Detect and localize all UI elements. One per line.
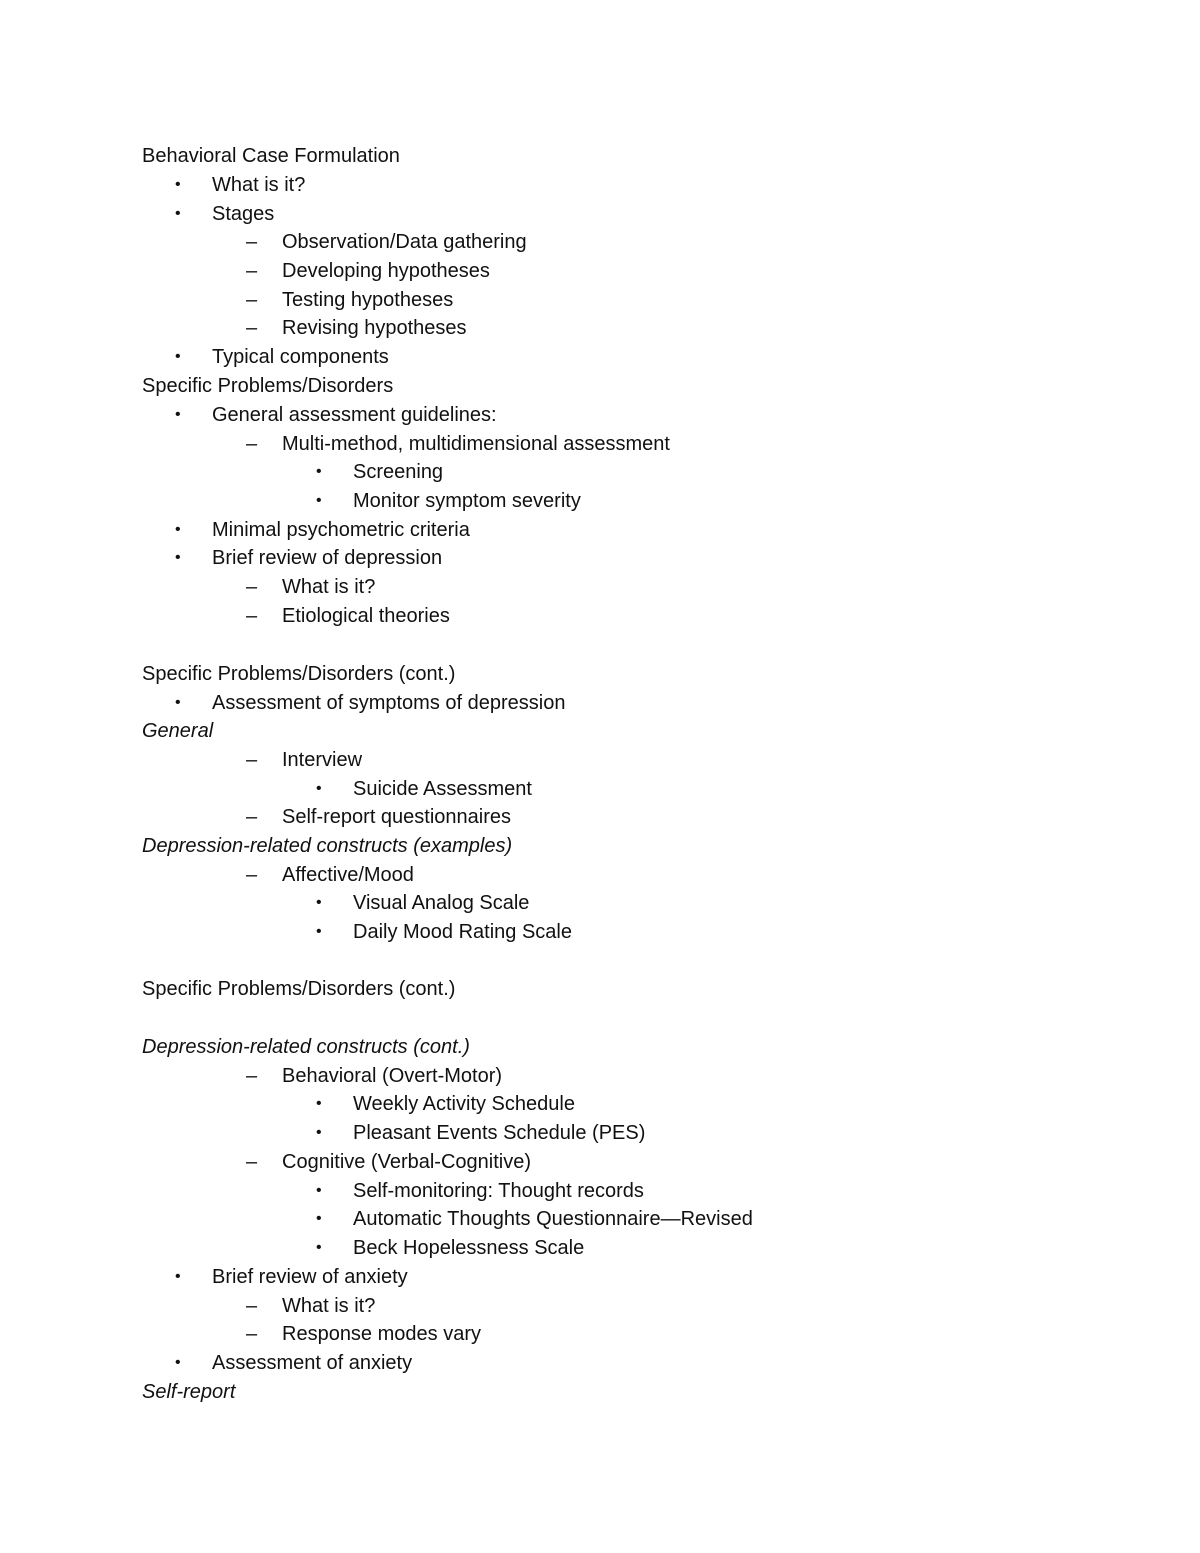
dash-icon: – (246, 260, 258, 282)
bullet-icon: • (175, 1354, 181, 1371)
bullet-icon: • (175, 521, 181, 538)
bullet-icon: • (316, 1210, 322, 1227)
line-text: Suicide Assessment (353, 778, 532, 800)
dash-icon: – (246, 864, 258, 886)
bullet-icon: • (316, 923, 322, 940)
line-text: What is it? (282, 576, 376, 598)
bullet-icon: • (316, 492, 322, 509)
line-text: Testing hypotheses (282, 289, 454, 311)
bullet-icon: • (175, 205, 181, 222)
line-text: General assessment guidelines: (212, 404, 497, 426)
line-text: Multi-method, multidimensional assessment (282, 433, 670, 455)
dash-icon: – (246, 1151, 258, 1173)
line-text: Depression-related constructs (cont.) (142, 1036, 470, 1058)
line-text: Specific Problems/Disorders (cont.) (142, 978, 456, 1000)
line-text: General (142, 720, 214, 742)
bullet-icon: • (316, 1182, 322, 1199)
line-text: Affective/Mood (282, 864, 414, 886)
line-text: Revising hypotheses (282, 317, 467, 339)
line-text: Specific Problems/Disorders (142, 375, 394, 397)
bullet-icon: • (175, 348, 181, 365)
line-text: Assessment of anxiety (212, 1352, 413, 1374)
dash-icon: – (246, 749, 258, 771)
line-text: Beck Hopelessness Scale (353, 1237, 585, 1259)
line-text: Daily Mood Rating Scale (353, 921, 572, 943)
line-text: Automatic Thoughts Questionnaire—Revised (353, 1208, 753, 1230)
line-text: Visual Analog Scale (353, 892, 530, 914)
line-text: Self-report (142, 1381, 236, 1403)
line-text: Weekly Activity Schedule (353, 1093, 575, 1115)
line-text: Depression-related constructs (examples) (142, 835, 513, 857)
line-text: Minimal psychometric criteria (212, 519, 470, 541)
dash-icon: – (246, 806, 258, 828)
line-text: Pleasant Events Schedule (PES) (353, 1122, 646, 1144)
line-text: Screening (353, 461, 444, 483)
bullet-icon: • (316, 780, 322, 797)
bullet-icon: • (175, 1268, 181, 1285)
line-text: Observation/Data gathering (282, 231, 527, 253)
dash-icon: – (246, 317, 258, 339)
line-text: Typical components (212, 346, 389, 368)
line-text: Behavioral Case Formulation (142, 145, 400, 167)
line-text: Self-monitoring: Thought records (353, 1180, 644, 1202)
line-text: Assessment of symptoms of depression (212, 692, 566, 714)
line-text: Stages (212, 203, 275, 225)
bullet-icon: • (175, 549, 181, 566)
bullet-icon: • (316, 1095, 322, 1112)
dash-icon: – (246, 576, 258, 598)
dash-icon: – (246, 1065, 258, 1087)
bullet-icon: • (316, 1239, 322, 1256)
line-text: Cognitive (Verbal-Cognitive) (282, 1151, 532, 1173)
bullet-icon: • (175, 176, 181, 193)
bullet-icon: • (175, 406, 181, 423)
line-text: What is it? (282, 1295, 376, 1317)
line-text: Interview (282, 749, 363, 771)
line-text: Etiological theories (282, 605, 450, 627)
line-text: Specific Problems/Disorders (cont.) (142, 663, 456, 685)
line-text: Brief review of depression (212, 547, 443, 569)
bullet-icon: • (316, 1124, 322, 1141)
dash-icon: – (246, 1295, 258, 1317)
line-text: What is it? (212, 174, 306, 196)
dash-icon: – (246, 1323, 258, 1345)
line-text: Brief review of anxiety (212, 1266, 408, 1288)
bullet-icon: • (316, 894, 322, 911)
line-text: Response modes vary (282, 1323, 481, 1345)
line-text: Developing hypotheses (282, 260, 490, 282)
line-text: Self-report questionnaires (282, 806, 512, 828)
bullet-icon: • (316, 463, 322, 480)
line-text: Monitor symptom severity (353, 490, 581, 512)
dash-icon: – (246, 289, 258, 311)
bullet-icon: • (175, 694, 181, 711)
dash-icon: – (246, 231, 258, 253)
dash-icon: – (246, 433, 258, 455)
line-text: Behavioral (Overt-Motor) (282, 1065, 503, 1087)
dash-icon: – (246, 605, 258, 627)
